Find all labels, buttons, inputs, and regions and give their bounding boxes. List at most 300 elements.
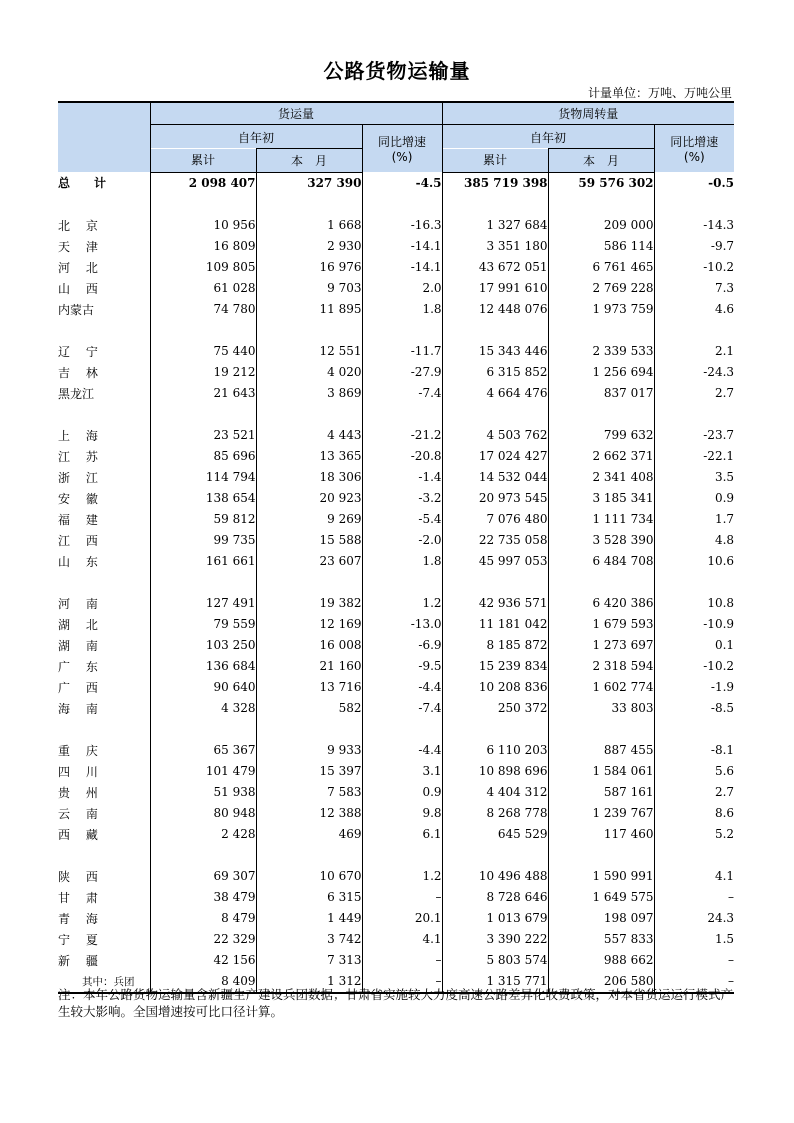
turnover-ytd: 15 239 834 <box>442 656 548 677</box>
table-row <box>58 740 734 761</box>
turnover-ytd: 43 672 051 <box>442 257 548 278</box>
freight-month: 2 930 <box>256 236 362 257</box>
turnover-yoy: -10.2 <box>654 257 734 278</box>
row-name: 河 北 <box>58 260 104 275</box>
freight-month: 3 742 <box>256 929 362 950</box>
freight-month: 19 382 <box>256 593 362 614</box>
row-name: 西 藏 <box>58 827 104 842</box>
turnover-month: 1 679 593 <box>548 614 654 635</box>
spacer-cell <box>362 404 442 425</box>
freight-yoy: -20.8 <box>362 446 442 467</box>
row-name: 辽 宁 <box>58 344 104 359</box>
turnover-ytd: 4 664 476 <box>442 383 548 404</box>
turnover-yoy: -22.1 <box>654 446 734 467</box>
turnover-ytd: 1 327 684 <box>442 215 548 236</box>
freight-month: 469 <box>256 824 362 845</box>
table-row <box>58 488 734 509</box>
freight-yoy: -7.4 <box>362 383 442 404</box>
row-name: 陕 西 <box>58 869 104 884</box>
freight-yoy: -3.2 <box>362 488 442 509</box>
row-name: 吉 林 <box>58 365 104 380</box>
turnover-ytd: 3 351 180 <box>442 236 548 257</box>
spacer-cell <box>362 572 442 593</box>
freight-month: 12 388 <box>256 803 362 824</box>
turnover-yoy: 4.6 <box>654 299 734 320</box>
spacer-cell <box>58 572 150 593</box>
freight-yoy: -14.1 <box>362 236 442 257</box>
freight-yoy: -4.5 <box>362 172 442 194</box>
freight-yoy: 1.2 <box>362 593 442 614</box>
spacer-cell <box>362 845 442 866</box>
turnover-yoy: – <box>654 950 734 971</box>
freight-ytd: 38 479 <box>150 887 256 908</box>
freight-yoy: 1.2 <box>362 866 442 887</box>
freight-yoy: 3.1 <box>362 761 442 782</box>
turnover-yoy: -1.9 <box>654 677 734 698</box>
freight-month: 1 668 <box>256 215 362 236</box>
freight-ytd: 127 491 <box>150 593 256 614</box>
turnover-month: 2 318 594 <box>548 656 654 677</box>
row-name: 黑龙江 <box>58 386 95 401</box>
spacer-cell <box>150 719 256 740</box>
turnover-month: 6 484 708 <box>548 551 654 572</box>
turnover-ytd: 6 315 852 <box>442 362 548 383</box>
table-row <box>58 341 734 362</box>
row-name: 重 庆 <box>58 743 104 758</box>
turnover-month: 3 185 341 <box>548 488 654 509</box>
spacer-cell <box>58 845 150 866</box>
table-row <box>58 257 734 278</box>
row-name: 安 徽 <box>58 491 104 506</box>
row-name: 甘 肃 <box>58 890 104 905</box>
header-turnover-yoy-unit: (%) <box>683 150 705 164</box>
turnover-yoy: -14.3 <box>654 215 734 236</box>
row-name: 青 海 <box>58 911 104 926</box>
table-row <box>58 236 734 257</box>
table-row <box>58 299 734 320</box>
row-name: 内蒙古 <box>58 302 95 317</box>
freight-ytd: 42 156 <box>150 950 256 971</box>
row-name: 新 疆 <box>58 953 104 968</box>
spacer-cell <box>654 320 734 341</box>
turnover-yoy: -10.2 <box>654 656 734 677</box>
spacer-cell <box>442 572 548 593</box>
spacer-cell <box>58 719 150 740</box>
freight-month: 13 365 <box>256 446 362 467</box>
turnover-yoy: -8.5 <box>654 698 734 719</box>
table-row <box>58 551 734 572</box>
freight-month: 18 306 <box>256 467 362 488</box>
turnover-ytd: 8 268 778 <box>442 803 548 824</box>
freight-month: 582 <box>256 698 362 719</box>
freight-month: 12 551 <box>256 341 362 362</box>
spacer-cell <box>256 404 362 425</box>
turnover-month: 33 803 <box>548 698 654 719</box>
spacer-cell <box>150 572 256 593</box>
turnover-month: 1 111 734 <box>548 509 654 530</box>
row-name: 宁 夏 <box>58 932 104 947</box>
turnover-month: 6 761 465 <box>548 257 654 278</box>
spacer-cell <box>58 194 150 215</box>
turnover-month: 2 769 228 <box>548 278 654 299</box>
row-name: 贵 州 <box>58 785 104 800</box>
row-name: 云 南 <box>58 806 104 821</box>
turnover-yoy: 4.1 <box>654 866 734 887</box>
freight-month: 7 313 <box>256 950 362 971</box>
spacer-cell <box>654 572 734 593</box>
table-row <box>58 530 734 551</box>
freight-ytd: 21 643 <box>150 383 256 404</box>
freight-ytd: 114 794 <box>150 467 256 488</box>
turnover-yoy: 1.5 <box>654 929 734 950</box>
freight-month: 10 670 <box>256 866 362 887</box>
row-name: 北 京 <box>58 218 104 233</box>
turnover-ytd: 42 936 571 <box>442 593 548 614</box>
turnover-yoy: 10.8 <box>654 593 734 614</box>
turnover-month: 1 273 697 <box>548 635 654 656</box>
turnover-yoy: 5.2 <box>654 824 734 845</box>
freight-month: 11 895 <box>256 299 362 320</box>
row-name: 江 西 <box>58 533 104 548</box>
row-name: 上 海 <box>58 428 104 443</box>
table-row <box>58 782 734 803</box>
spacer-cell <box>362 719 442 740</box>
row-name: 浙 江 <box>58 470 104 485</box>
turnover-yoy: 2.7 <box>654 383 734 404</box>
spacer-cell <box>58 320 150 341</box>
freight-month: 13 716 <box>256 677 362 698</box>
freight-month: 21 160 <box>256 656 362 677</box>
freight-ytd: 138 654 <box>150 488 256 509</box>
turnover-ytd: 5 803 574 <box>442 950 548 971</box>
spacer-cell <box>548 320 654 341</box>
table-row <box>58 509 734 530</box>
freight-yoy: -21.2 <box>362 425 442 446</box>
freight-yoy: -2.0 <box>362 530 442 551</box>
turnover-ytd: 10 208 836 <box>442 677 548 698</box>
freight-yoy: 2.0 <box>362 278 442 299</box>
freight-ytd: 161 661 <box>150 551 256 572</box>
turnover-month: 1 590 991 <box>548 866 654 887</box>
turnover-yoy: 24.3 <box>654 908 734 929</box>
header-turnover-month: 本 月 <box>548 149 654 173</box>
header-freight-yoy-label: 同比增速 <box>378 135 427 149</box>
turnover-month: 3 528 390 <box>548 530 654 551</box>
freight-ytd: 23 521 <box>150 425 256 446</box>
freight-ytd: 69 307 <box>150 866 256 887</box>
turnover-yoy: 5.6 <box>654 761 734 782</box>
spacer-cell <box>256 719 362 740</box>
freight-ytd: 59 812 <box>150 509 256 530</box>
table-row <box>58 908 734 929</box>
turnover-ytd: 11 181 042 <box>442 614 548 635</box>
spacer-cell <box>654 404 734 425</box>
turnover-month: 209 000 <box>548 215 654 236</box>
freight-month: 23 607 <box>256 551 362 572</box>
freight-yoy: – <box>362 887 442 908</box>
freight-month: 327 390 <box>256 172 362 194</box>
freight-yoy: 4.1 <box>362 929 442 950</box>
table-row <box>58 614 734 635</box>
freight-table <box>58 101 734 994</box>
turnover-ytd: 8 728 646 <box>442 887 548 908</box>
table-row <box>58 278 734 299</box>
header-turnover-yoy-label: 同比增速 <box>670 135 719 149</box>
turnover-month: 59 576 302 <box>548 172 654 194</box>
freight-month: 16 008 <box>256 635 362 656</box>
group-spacer <box>58 572 734 593</box>
table-row <box>58 887 734 908</box>
turnover-yoy: 1.7 <box>654 509 734 530</box>
table-row <box>58 950 734 971</box>
spacer-cell <box>256 194 362 215</box>
turnover-ytd: 15 343 446 <box>442 341 548 362</box>
table-row <box>58 866 734 887</box>
spacer-cell <box>256 572 362 593</box>
freight-yoy: – <box>362 950 442 971</box>
page-title: 公路货物运输量 <box>323 59 471 83</box>
header-freight: 货运量 <box>150 102 442 125</box>
table-row <box>58 467 734 488</box>
table-row <box>58 635 734 656</box>
header-freight-yoy-unit: (%) <box>391 150 413 164</box>
freight-yoy: -16.3 <box>362 215 442 236</box>
row-name: 广 东 <box>58 659 104 674</box>
turnover-yoy: -23.7 <box>654 425 734 446</box>
turnover-yoy: -10.9 <box>654 614 734 635</box>
spacer-cell <box>58 404 150 425</box>
header-turnover: 货物周转量 <box>442 102 734 125</box>
turnover-month: 988 662 <box>548 950 654 971</box>
turnover-ytd: 17 991 610 <box>442 278 548 299</box>
freight-month: 9 933 <box>256 740 362 761</box>
table-row <box>58 929 734 950</box>
turnover-month: 2 339 533 <box>548 341 654 362</box>
row-name: 湖 北 <box>58 617 104 632</box>
spacer-cell <box>150 194 256 215</box>
turnover-yoy: 4.8 <box>654 530 734 551</box>
turnover-ytd: 4 404 312 <box>442 782 548 803</box>
turnover-month: 2 341 408 <box>548 467 654 488</box>
turnover-yoy: -8.1 <box>654 740 734 761</box>
freight-ytd: 65 367 <box>150 740 256 761</box>
turnover-ytd: 12 448 076 <box>442 299 548 320</box>
freight-ytd: 75 440 <box>150 341 256 362</box>
spacer-cell <box>256 845 362 866</box>
spacer-cell <box>362 320 442 341</box>
freight-yoy: -11.7 <box>362 341 442 362</box>
freight-ytd: 8 479 <box>150 908 256 929</box>
row-name: 其中：兵团 <box>58 971 150 993</box>
table-row <box>58 761 734 782</box>
freight-ytd: 103 250 <box>150 635 256 656</box>
spacer-cell <box>654 194 734 215</box>
spacer-cell <box>256 320 362 341</box>
freight-ytd: 109 805 <box>150 257 256 278</box>
freight-ytd: 99 735 <box>150 530 256 551</box>
turnover-month: 198 097 <box>548 908 654 929</box>
turnover-month: 117 460 <box>548 824 654 845</box>
table-row <box>58 362 734 383</box>
turnover-month: 206 580 <box>548 971 654 993</box>
turnover-ytd: 45 997 053 <box>442 551 548 572</box>
turnover-ytd: 20 973 545 <box>442 488 548 509</box>
freight-month: 20 923 <box>256 488 362 509</box>
group-spacer <box>58 719 734 740</box>
turnover-ytd: 10 898 696 <box>442 761 548 782</box>
freight-month: 4 020 <box>256 362 362 383</box>
row-name: 江 苏 <box>58 449 104 464</box>
turnover-ytd: 8 185 872 <box>442 635 548 656</box>
row-name: 总 计 <box>58 176 113 191</box>
freight-yoy: -4.4 <box>362 740 442 761</box>
turnover-ytd: 22 735 058 <box>442 530 548 551</box>
freight-month: 6 315 <box>256 887 362 908</box>
freight-yoy: 20.1 <box>362 908 442 929</box>
turnover-yoy: 3.5 <box>654 467 734 488</box>
freight-yoy: -13.0 <box>362 614 442 635</box>
freight-month: 7 583 <box>256 782 362 803</box>
header-corner <box>58 102 150 172</box>
turnover-yoy: -9.7 <box>654 236 734 257</box>
turnover-month: 799 632 <box>548 425 654 446</box>
freight-yoy: 0.9 <box>362 782 442 803</box>
freight-month: 15 397 <box>256 761 362 782</box>
spacer-cell <box>548 719 654 740</box>
header-freight-yoy <box>362 125 442 173</box>
turnover-yoy: 0.9 <box>654 488 734 509</box>
turnover-month: 1 239 767 <box>548 803 654 824</box>
spacer-cell <box>548 194 654 215</box>
table-row <box>58 383 734 404</box>
table-row <box>58 593 734 614</box>
turnover-yoy: 10.6 <box>654 551 734 572</box>
turnover-ytd: 7 076 480 <box>442 509 548 530</box>
turnover-month: 1 256 694 <box>548 362 654 383</box>
freight-ytd: 101 479 <box>150 761 256 782</box>
turnover-ytd: 250 372 <box>442 698 548 719</box>
turnover-ytd: 1 315 771 <box>442 971 548 993</box>
freight-yoy: 1.8 <box>362 551 442 572</box>
turnover-ytd: 14 532 044 <box>442 467 548 488</box>
turnover-month: 557 833 <box>548 929 654 950</box>
freight-ytd: 51 938 <box>150 782 256 803</box>
table-row <box>58 698 734 719</box>
turnover-yoy: -24.3 <box>654 362 734 383</box>
spacer-cell <box>150 404 256 425</box>
turnover-ytd: 3 390 222 <box>442 929 548 950</box>
row-name: 湖 南 <box>58 638 104 653</box>
row-name: 天 津 <box>58 239 104 254</box>
freight-month: 15 588 <box>256 530 362 551</box>
spacer-cell <box>442 845 548 866</box>
turnover-ytd: 385 719 398 <box>442 172 548 194</box>
table-row <box>58 803 734 824</box>
spacer-cell <box>548 404 654 425</box>
row-name: 山 东 <box>58 554 104 569</box>
freight-ytd: 2 098 407 <box>150 172 256 194</box>
freight-ytd: 80 948 <box>150 803 256 824</box>
group-spacer <box>58 194 734 215</box>
turnover-yoy: 0.1 <box>654 635 734 656</box>
freight-ytd: 8 409 <box>150 971 256 993</box>
freight-yoy: -7.4 <box>362 698 442 719</box>
spacer-cell <box>442 404 548 425</box>
table-row <box>58 656 734 677</box>
spacer-cell <box>442 194 548 215</box>
freight-yoy: -1.4 <box>362 467 442 488</box>
spacer-cell <box>654 845 734 866</box>
row-name: 福 建 <box>58 512 104 527</box>
turnover-month: 1 584 061 <box>548 761 654 782</box>
freight-yoy: -9.5 <box>362 656 442 677</box>
freight-month: 16 976 <box>256 257 362 278</box>
freight-ytd: 85 696 <box>150 446 256 467</box>
turnover-yoy: 8.6 <box>654 803 734 824</box>
row-name: 河 南 <box>58 596 104 611</box>
table-row <box>58 677 734 698</box>
spacer-cell <box>442 719 548 740</box>
turnover-month: 837 017 <box>548 383 654 404</box>
table-row <box>58 446 734 467</box>
freight-ytd: 10 956 <box>150 215 256 236</box>
header-turnover-ytd: 自年初 <box>442 125 654 149</box>
turnover-ytd: 17 024 427 <box>442 446 548 467</box>
turnover-yoy: 2.7 <box>654 782 734 803</box>
spacer-cell <box>548 845 654 866</box>
table-row <box>58 824 734 845</box>
turnover-yoy: -0.5 <box>654 172 734 194</box>
row-name: 山 西 <box>58 281 104 296</box>
turnover-ytd: 10 496 488 <box>442 866 548 887</box>
header-freight-ytd: 自年初 <box>150 125 362 149</box>
unit-label: 计量单位：万吨、万吨公里 <box>587 86 732 100</box>
group-spacer <box>58 404 734 425</box>
freight-yoy: 9.8 <box>362 803 442 824</box>
freight-ytd: 61 028 <box>150 278 256 299</box>
spacer-cell <box>548 572 654 593</box>
freight-yoy: 6.1 <box>362 824 442 845</box>
freight-yoy: -27.9 <box>362 362 442 383</box>
freight-month: 9 703 <box>256 278 362 299</box>
turnover-ytd: 1 013 679 <box>442 908 548 929</box>
freight-ytd: 19 212 <box>150 362 256 383</box>
freight-yoy: 1.8 <box>362 299 442 320</box>
turnover-yoy: 7.3 <box>654 278 734 299</box>
turnover-ytd: 645 529 <box>442 824 548 845</box>
turnover-month: 887 455 <box>548 740 654 761</box>
turnover-yoy: – <box>654 971 734 993</box>
turnover-ytd: 6 110 203 <box>442 740 548 761</box>
freight-month: 1 449 <box>256 908 362 929</box>
turnover-month: 1 973 759 <box>548 299 654 320</box>
row-name: 广 西 <box>58 680 104 695</box>
freight-ytd: 136 684 <box>150 656 256 677</box>
turnover-month: 586 114 <box>548 236 654 257</box>
turnover-yoy: 2.1 <box>654 341 734 362</box>
freight-month: 4 443 <box>256 425 362 446</box>
freight-ytd: 90 640 <box>150 677 256 698</box>
freight-ytd: 74 780 <box>150 299 256 320</box>
header-freight-cumulative: 累计 <box>150 149 256 173</box>
spacer-cell <box>654 719 734 740</box>
row-name: 海 南 <box>58 701 104 716</box>
freight-ytd: 22 329 <box>150 929 256 950</box>
freight-month: 9 269 <box>256 509 362 530</box>
freight-ytd: 2 428 <box>150 824 256 845</box>
spacer-cell <box>362 194 442 215</box>
group-spacer <box>58 845 734 866</box>
